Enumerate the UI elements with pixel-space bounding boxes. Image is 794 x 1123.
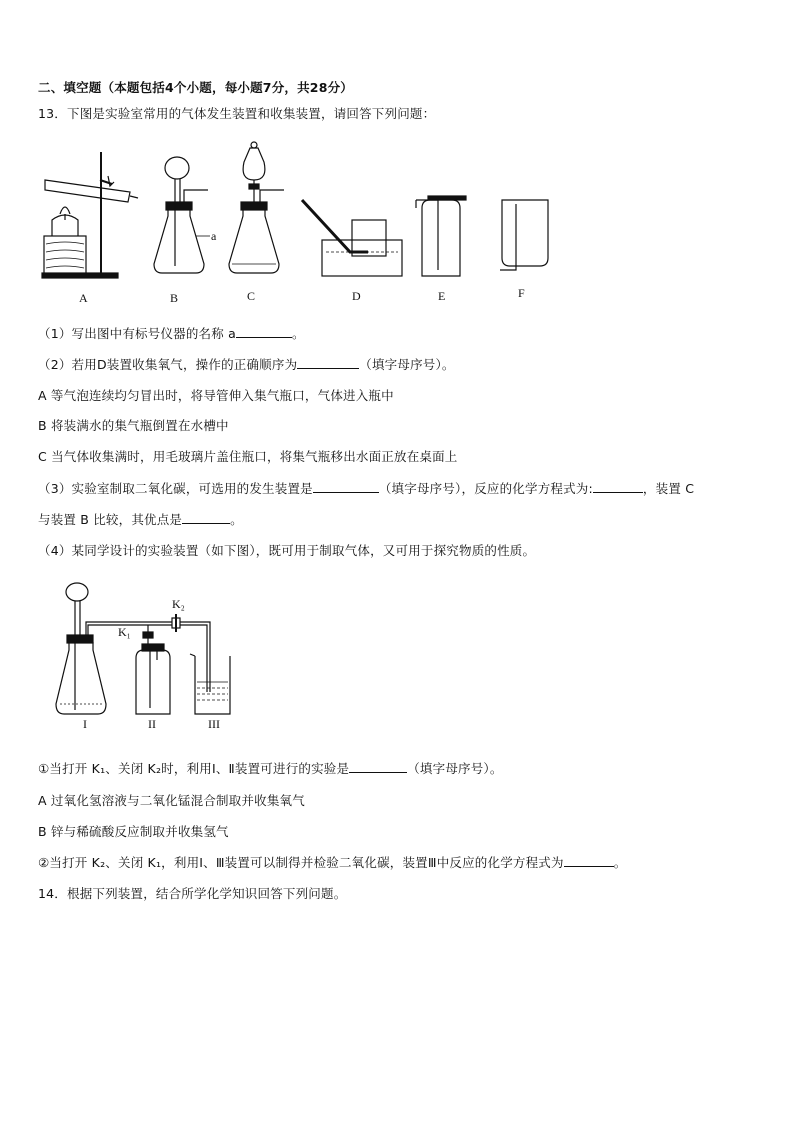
label-e: E xyxy=(438,289,446,303)
flask-c xyxy=(229,208,279,273)
sub1-option-a: A 过氧化氢溶液与二氧化锰混合制取并收集氧气 xyxy=(38,793,305,808)
sub1-option-b: B 锌与稀硫酸反应制取并收集氢气 xyxy=(38,824,229,839)
q13-part4: （4）某同学设计的实验装置（如下图），既可用于制取气体，又可用于探究物质的性质。 xyxy=(38,543,536,558)
apparatus-figure-1 xyxy=(0,140,794,330)
label-c: C xyxy=(247,289,256,303)
label-ii: II xyxy=(148,717,156,731)
q13-part1: （1）写出图中有标号仪器的名称 a 。 xyxy=(38,326,305,341)
q13-part3: （3）实验室制取二氧化碳，可选用的发生装置是 （填字母序号），反应的化学方程式为: ，装置 C xyxy=(38,481,695,496)
label-iii: III xyxy=(208,717,220,731)
q14-stem: 14．根据下列装置，结合所学化学知识回答下列问题。 xyxy=(38,886,347,901)
water-trough xyxy=(322,240,402,276)
apparatus-figure-2 xyxy=(50,580,310,740)
test-tube xyxy=(45,180,130,202)
beaker-iii xyxy=(195,656,230,714)
answer-blank-1[interactable] xyxy=(236,325,292,338)
delivery-tube xyxy=(302,200,368,252)
label-i: I xyxy=(83,717,87,731)
answer-blank-3c[interactable] xyxy=(182,511,230,524)
answer-blank-2[interactable] xyxy=(297,356,359,369)
label-f: F xyxy=(518,286,525,300)
option-b: B 将装满水的集气瓶倒置在水槽中 xyxy=(38,418,229,433)
answer-blank-3b[interactable] xyxy=(593,480,643,493)
option-a: A 等气泡连续均匀冒出时，将导管伸入集气瓶口，气体进入瓶中 xyxy=(38,388,394,403)
jar-ii xyxy=(136,650,170,714)
pointer-a: a xyxy=(211,229,217,243)
gas-jar-e xyxy=(422,200,460,276)
section-title: 二、填空题（本题包括4个小题，每小题7分，共28分） xyxy=(38,80,353,95)
label-b: B xyxy=(170,291,179,305)
q13-part3-cont: 与装置 B 比较，其优点是 。 xyxy=(38,512,243,527)
q13-sub1: ①当打开 K₁、关闭 K₂时，利用Ⅰ、Ⅱ装置可进行的实验是 （填字母序号）。 xyxy=(38,761,503,776)
q13-sub2: ②当打开 K₂、关闭 K₁，利用Ⅰ、Ⅲ装置可以制得并检验二氧化碳，装置Ⅲ中反应的化学方程式为 。 xyxy=(38,855,627,870)
gas-jar-f xyxy=(502,200,548,266)
answer-blank-4a[interactable] xyxy=(349,760,407,773)
answer-blank-3a[interactable] xyxy=(313,480,379,493)
flask-i xyxy=(56,642,106,714)
fig1-labels xyxy=(79,229,525,305)
valve-k2: K₂ xyxy=(172,597,185,611)
q13-stem: 13．下图是实验室常用的气体发生装置和收集装置，请回答下列问题： xyxy=(38,106,436,121)
answer-blank-4b[interactable] xyxy=(564,854,614,867)
flask-b xyxy=(154,208,204,273)
valve-k1: K₁ xyxy=(118,625,131,639)
label-a: A xyxy=(79,291,88,305)
option-c: C 当气体收集满时，用毛玻璃片盖住瓶口，将集气瓶移出水面正放在桌面上 xyxy=(38,449,458,464)
label-d: D xyxy=(352,289,361,303)
q13-part2: （2）若用D装置收集氧气，操作的正确顺序为 （填字母序号）。 xyxy=(38,357,455,372)
